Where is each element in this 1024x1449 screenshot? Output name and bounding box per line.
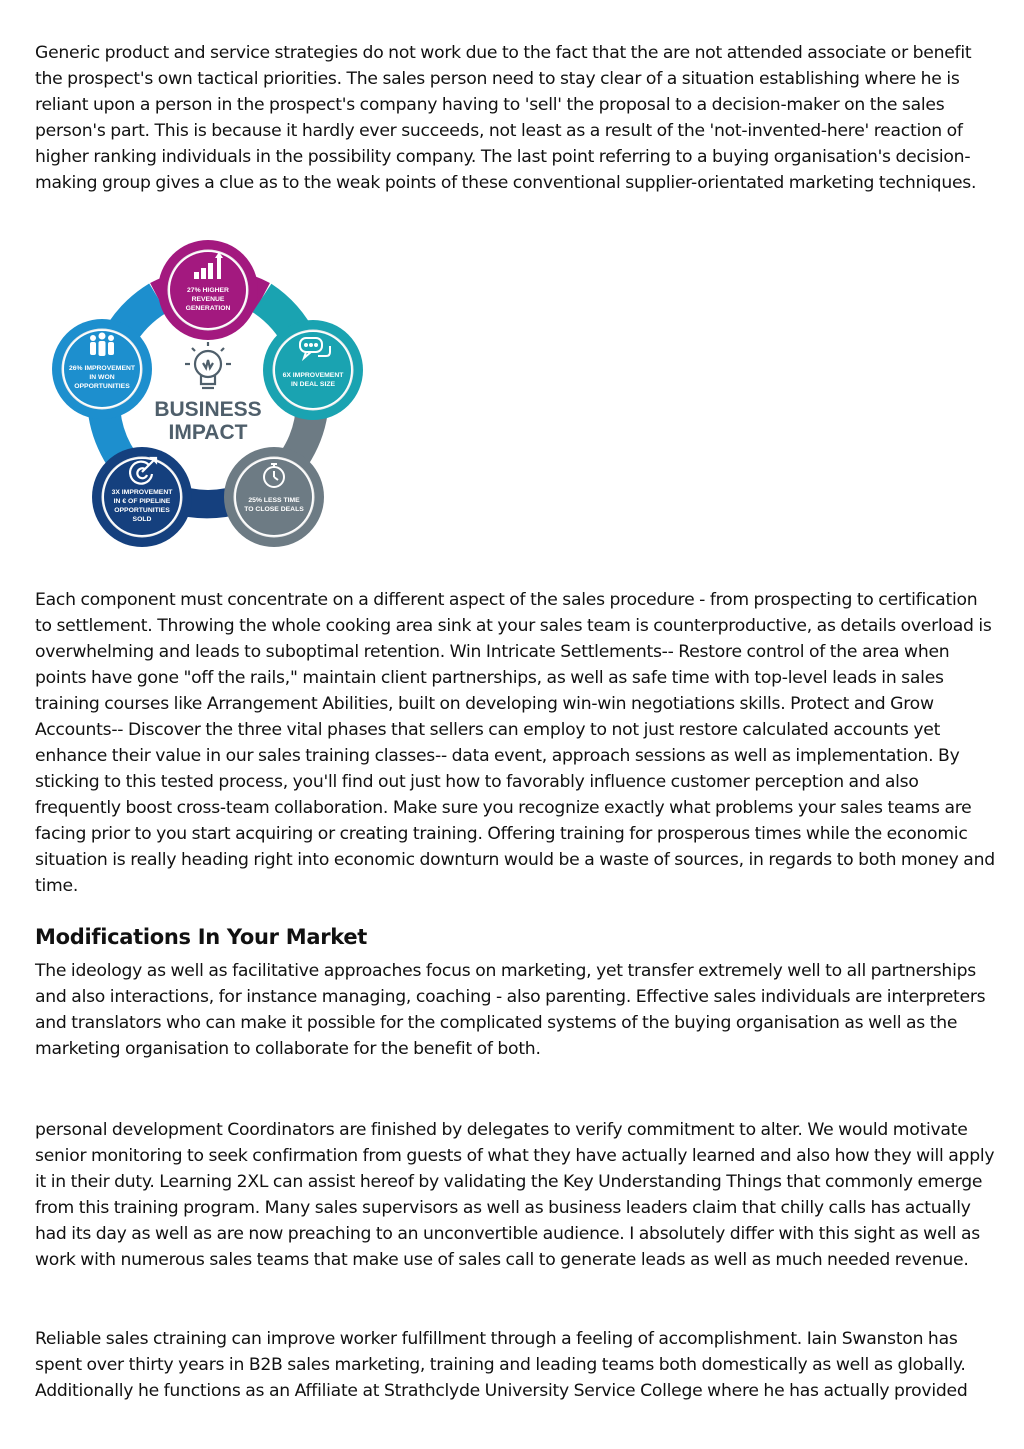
body-paragraph-reliable-training: Reliable sales ctraining can improve worker fulfillment through a feeling of accomplishment. Iain Swanston has spent over thirty years in B2B sales marketing, training and leading teams both domestically as well as globally. Additionally he functions as an Affiliate at Strathclyde University Service College where he has actually provided [35,1329,968,1401]
node-pipeline [92,447,192,547]
node-pipeline-line2: IN € OF PIPELINE [113,498,171,505]
node-pipeline-line3: OPPORTUNITIES [114,507,170,514]
node-won-opportunities [52,319,152,419]
node-revenue-line1: 27% HIGHER [187,287,229,294]
node-deal-size [263,320,363,420]
node-close-time-line2: TO CLOSE DEALS [244,506,304,513]
node-deal-size-line2: IN DEAL SIZE [290,381,336,388]
node-revenue-line3: GENERATION [185,305,231,312]
business-impact-infographic [48,232,368,552]
intro-paragraph: Generic product and service strategies do not work due to the fact that the are not attended associate or benefit the prospect's own tactical priorities. The sales person need to stay clear of a situation establishing where he is reliant upon a person in the prospect's company having to 'sell' the proposal to a decision-maker on the sales person's part. This is because it hardly ever succeeds, not least as a result of the 'not-invented-here' reaction of higher ranking individuals in the possibility company. The last point referring to a buying organisation's decision-making group gives a clue as to the weak points of these conventional supplier-orientated marketing techniques. [35,43,977,193]
body-paragraph-components: Each component must concentrate on a different aspect of the sales procedure - from prospecting to certification to settlement. Throwing the whole cooking area sink at your sales team is counterproductive, as details overload is overwhelming and leads to suboptimal retention. Win Intricate Settlements-- Restore control of the area when points have gone "off the rails," maintain client partnerships, as well as safe time with top-level leads in sales training courses like Arrangement Abilities, built on developing win-win negotiations skills. Protect and Grow Accounts-- Discover the three vital phases that sellers can employ to not just restore calculated accounts yet enhance their value in our sales training classes-- data event, approach sessions as well as implementation. By sticking to this tested process, you'll find out just how to favorably influence customer perception and also frequently boost cross-team collaboration. Make sure you recognize exactly what problems your sales teams are facing prior to you start acquiring or creating training. Offering training for prosperous times while the economic situation is really heading right into economic downturn would be a waste of sources, in regards to both money and time. [35,590,995,896]
body-paragraph-ideology: The ideology as well as facilitative approaches focus on marketing, yet transfer extremely well to all partnerships and also interactions, for instance managing, coaching - also parenting. Effective sales individuals are interpreters and translators who can make it possible for the complicated systems of the buying organisation as well as the marketing organisation to collaborate for the benefit of both. [35,961,986,1059]
node-won-line3: OPPORTUNITIES [74,383,130,390]
node-pipeline-line4: SOLD [132,516,152,523]
section-heading: Modifications In Your Market [35,925,368,949]
body-paragraph-development: personal development Coordinators are finished by delegates to verify commitment to alter. We would motivate senior monitoring to seek confirmation from guests of what they have actually learned and also how they will apply it in their duty. Learning 2XL can assist hereof by validating the Key Understanding Things that commonly emerge from this training program. Many sales supervisors as well as business leaders claim that chilly calls has actually had its day as well as are now preaching to an unconvertible audience. I absolutely differ with this sight as well as work with numerous sales teams that make use of sales call to generate leads as well as much needed revenue. [35,1120,995,1270]
node-revenue [158,240,258,340]
node-pipeline-line1: 3X IMPROVEMENT [111,489,173,496]
node-won-line2: IN WON [89,374,115,381]
node-deal-size-line1: 6X IMPROVEMENT [282,372,344,379]
center-title-line1: BUSINESS [154,398,262,421]
node-close-time-line1: 25% LESS TIME [248,497,300,504]
node-close-time [224,447,324,547]
node-revenue-line2: REVENUE [191,296,225,303]
people-icon [90,333,114,357]
node-won-line1: 26% IMPROVEMENT [68,365,136,372]
center-title-line2: IMPACT [168,421,248,444]
